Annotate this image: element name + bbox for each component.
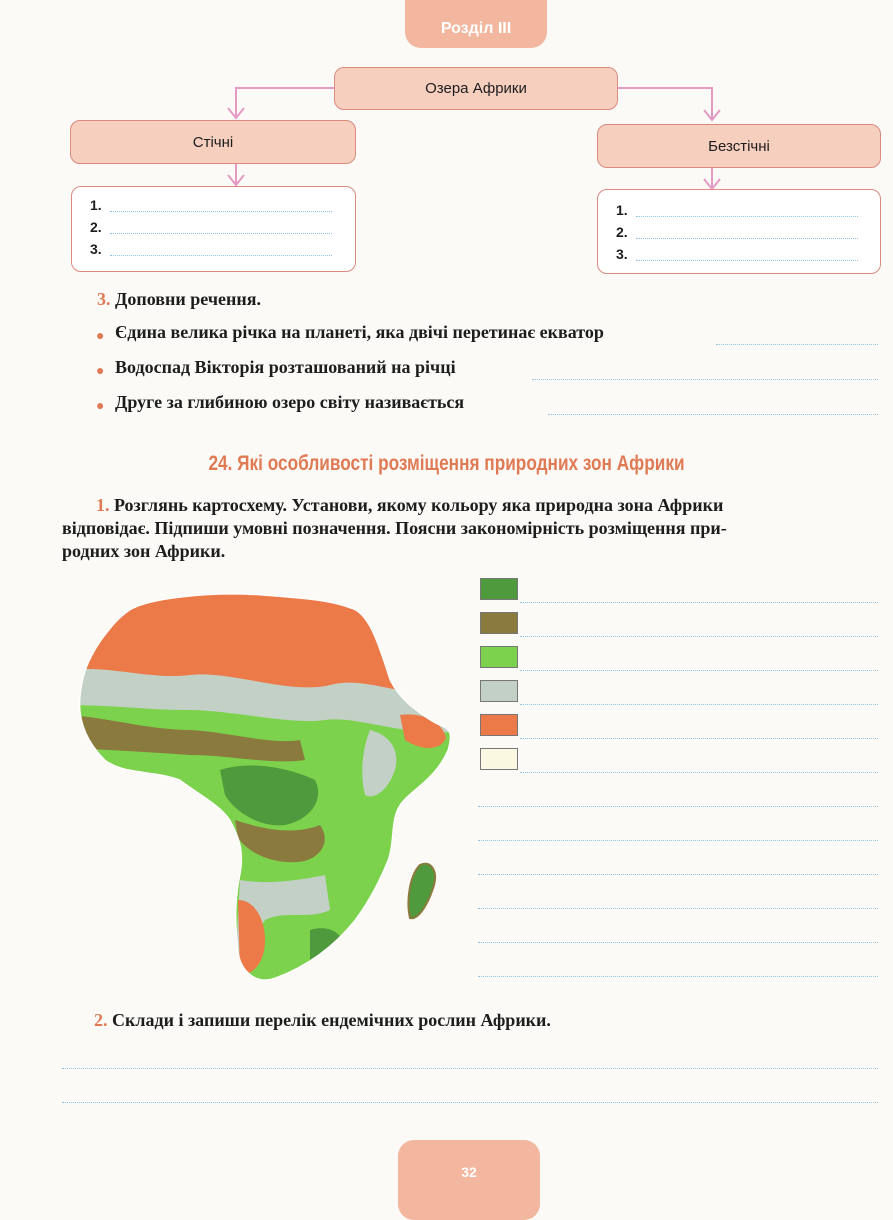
bullet-icon: ● [96, 327, 105, 343]
answer-line[interactable] [636, 260, 858, 261]
bullet-icon: ● [96, 397, 105, 413]
madagascar [408, 864, 435, 918]
section-label: Розділ III [440, 20, 512, 37]
scheme-left-label: Стічні [192, 133, 234, 151]
answer-line[interactable] [548, 414, 878, 415]
africa-natural-zones-map [70, 580, 470, 990]
legend-answer-line[interactable] [520, 704, 878, 705]
task1-text [62, 494, 882, 563]
answer-line[interactable] [716, 344, 878, 345]
legend-answer-line[interactable] [520, 738, 878, 739]
scheme-left-box [70, 120, 356, 164]
answer-line[interactable] [110, 233, 332, 234]
legend-swatch-3 [480, 646, 518, 668]
left-item-3: 3. [90, 241, 102, 257]
task3-instruction-text: Доповни речення. [115, 289, 261, 309]
right-item-3: 3. [616, 246, 628, 262]
legend-swatch-5 [480, 714, 518, 736]
legend-swatch-4 [480, 680, 518, 702]
task2-text [94, 1010, 551, 1031]
page-number-tab [398, 1140, 540, 1220]
page-number: 32 [461, 1164, 477, 1180]
answer-line[interactable] [636, 216, 858, 217]
answer-line[interactable] [110, 255, 332, 256]
task1-line3: родних зон Африки. [62, 541, 226, 561]
answer-line[interactable] [532, 379, 878, 380]
legend-answer-line[interactable] [520, 772, 878, 773]
task1-line2: відповідає. Підпиши умовні позначення. Поясни закономірність розміщення при- [62, 518, 727, 538]
right-item-2: 2. [616, 224, 628, 240]
task3-sentence-1: Єдина велика річка на планеті, яка двічі перетинає екватор [115, 322, 604, 342]
task3-sentence-3: Друге за глибиною озеро світу називається [115, 392, 465, 412]
answer-line[interactable] [110, 211, 332, 212]
answer-line[interactable] [478, 840, 878, 841]
answer-line[interactable] [62, 1068, 878, 1069]
left-item-2: 2. [90, 219, 102, 235]
scheme-root-label: Озера Африки [425, 80, 527, 97]
left-answer-box [71, 186, 356, 272]
answer-line[interactable] [478, 942, 878, 943]
answer-line[interactable] [636, 238, 858, 239]
right-item-1: 1. [616, 202, 628, 218]
answer-line[interactable] [62, 1102, 878, 1103]
left-item-1: 1. [90, 197, 102, 213]
legend-swatch-2 [480, 612, 518, 634]
answer-line[interactable] [478, 874, 878, 875]
task1-line1: Розглянь картосхему. Установи, якому кольору яка природна зона Африки [114, 495, 724, 515]
answer-line[interactable] [478, 908, 878, 909]
section-heading: 24. Які особливості розміщення природних зон Африки [208, 452, 685, 475]
legend-swatch-6 [480, 748, 518, 770]
scheme-right-box [597, 124, 881, 168]
answer-line[interactable] [478, 976, 878, 977]
answer-line[interactable] [478, 806, 878, 807]
legend-answer-line[interactable] [520, 602, 878, 603]
bullet-icon: ● [96, 362, 105, 378]
task2-instruction: Склади і запиши перелік ендемічних рослин Африки. [112, 1010, 551, 1030]
legend-swatch-1 [480, 578, 518, 600]
task1-number: 1. [96, 495, 110, 515]
right-answer-box [597, 189, 881, 274]
task2-number: 2. [94, 1010, 108, 1030]
scheme-root-box [334, 67, 618, 110]
legend-answer-line[interactable] [520, 636, 878, 637]
legend-answer-line[interactable] [520, 670, 878, 671]
scheme-right-label: Безстічні [708, 137, 770, 155]
task3-instruction [97, 289, 261, 310]
task3-number: 3. [97, 289, 111, 309]
task3-sentence-2: Водоспад Вікторія розташований на річці [115, 357, 456, 377]
